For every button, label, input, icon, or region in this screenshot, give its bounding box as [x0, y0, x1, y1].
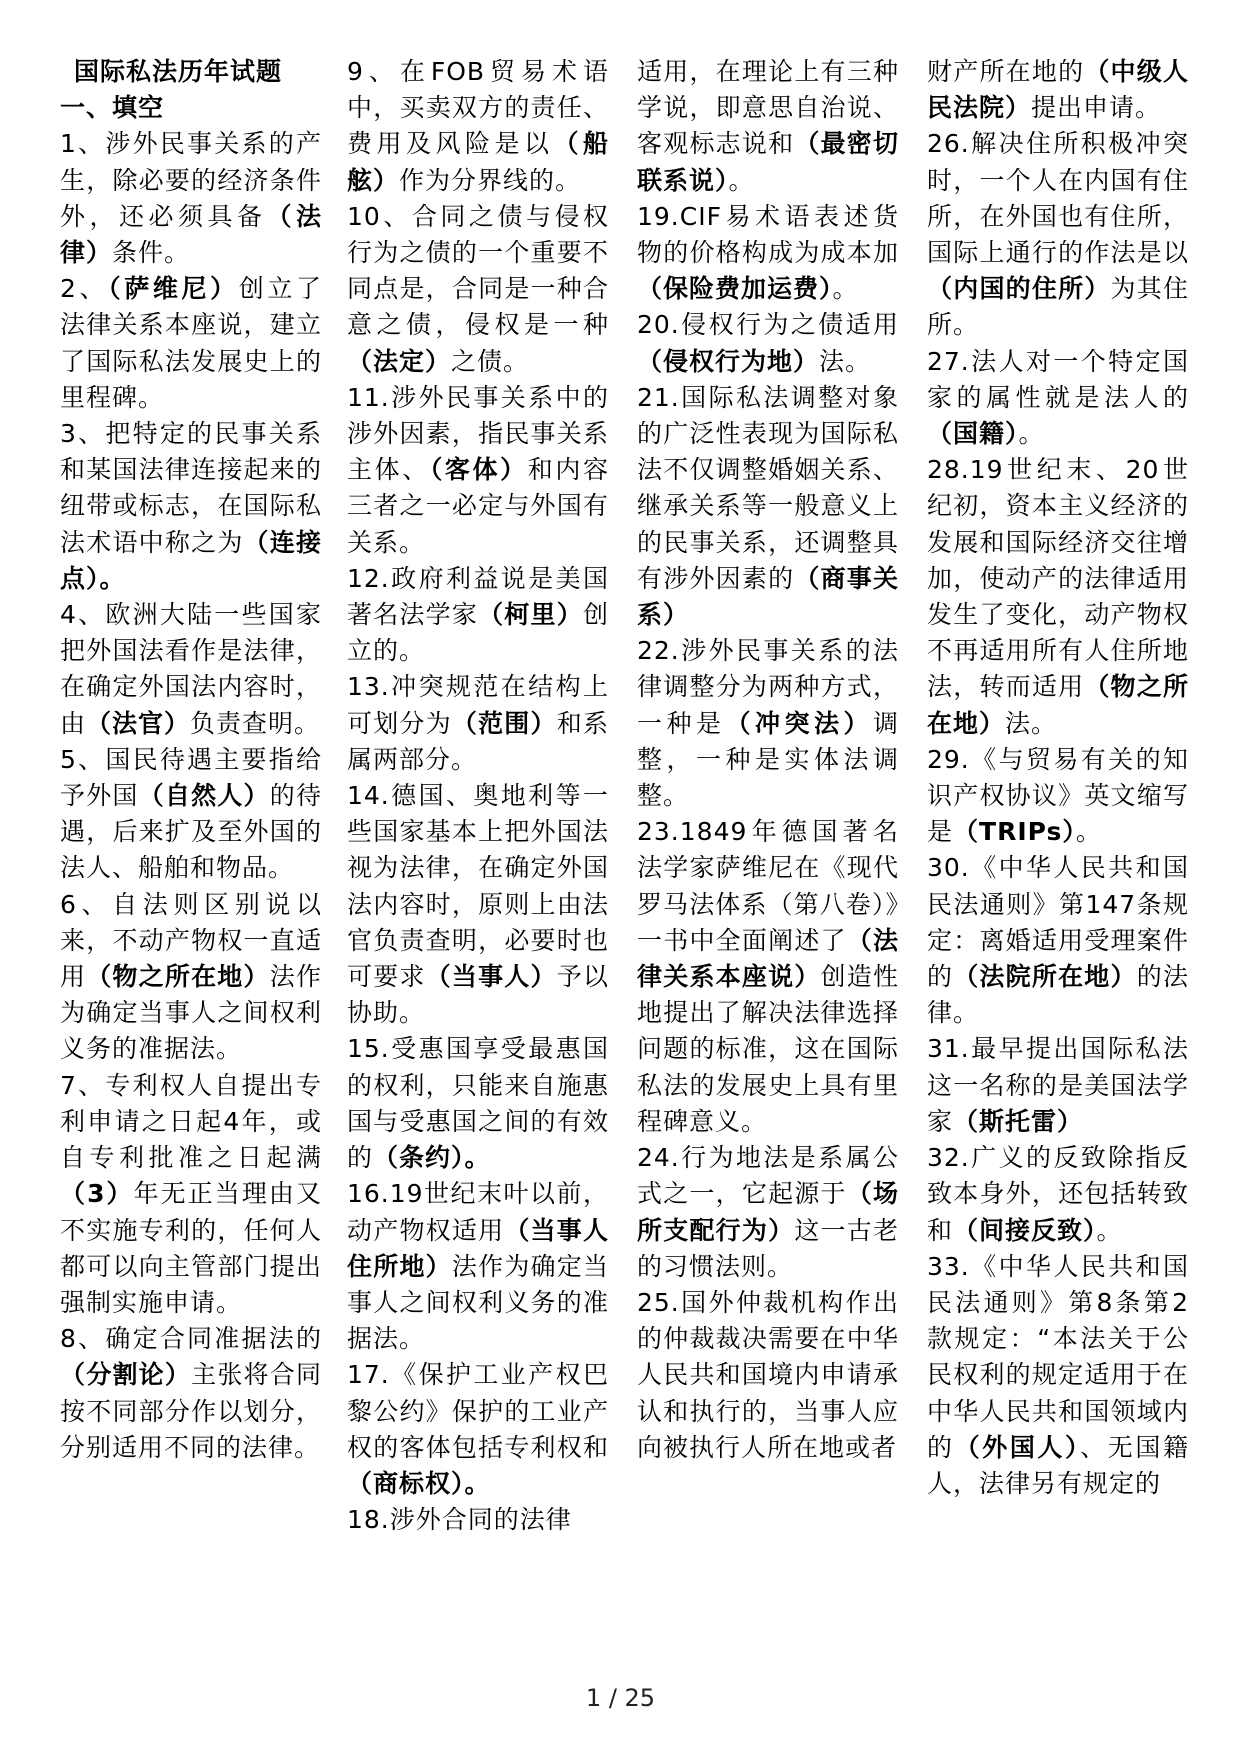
- question-text: 的待遇，后来扩及至外国的法人、船舶和物品。: [60, 781, 322, 883]
- question-text: 12.政府利益说是美国著名法学家: [347, 563, 609, 630]
- question-text: 法。: [819, 346, 872, 376]
- question-item: [347, 54, 609, 199]
- answer-text: （船舷）: [347, 129, 609, 195]
- question-text: 21.国际私法调整对象的广泛性表现为国际私法不仅调整婚姻关系、继承关系等一般意义上的民事关系，还调整具有涉外因素的: [637, 382, 899, 593]
- column-4-questions: [927, 54, 1189, 1502]
- question-text: 。: [1096, 1215, 1123, 1245]
- question-text: 1、涉外民事关系的产生，除必要的经济条件外，还必须具备: [60, 129, 322, 231]
- question-text: 3、把特定的民事关系和某国法律连接起来的纽带或标志，在国际私法术语中称之为: [60, 419, 322, 557]
- question-item: [637, 814, 899, 1140]
- question-text: 18.涉外合同的法律: [347, 1505, 572, 1535]
- question-text: 负责查明。: [190, 708, 321, 738]
- answer-text: （场所支配行为）: [637, 1179, 899, 1245]
- question-item: [927, 1031, 1189, 1140]
- question-text: 10、合同之债与侵权行为之债的一个重要不同点是，合同是一种合意之债，侵权是一种: [347, 201, 609, 340]
- question-text: 。: [728, 165, 755, 195]
- answer-text: （法定）: [347, 346, 452, 376]
- question-item: [60, 742, 322, 887]
- answer-text: （连接点）。: [60, 527, 322, 593]
- question-item: [60, 126, 322, 271]
- answer-text: （物之所在地）: [86, 962, 270, 992]
- question-text: 法作为确定当事人之间权利义务的准据法。: [60, 962, 322, 1064]
- column-2-questions: [347, 54, 609, 1538]
- question-item: [637, 633, 899, 814]
- question-item: [927, 850, 1189, 1031]
- question-item: [60, 597, 322, 742]
- section-heading: 一、填空: [60, 93, 165, 123]
- question-text: 33.《中华人民共和国民法通则》第8条第2款规定：“本法关于公民权利的规定适用于在中华人民共和国领域内的: [927, 1251, 1189, 1462]
- question-text: 24.行为地法是系属公式之一，它起源于: [637, 1143, 899, 1209]
- question-item: [927, 1249, 1189, 1502]
- question-item: [347, 1176, 609, 1357]
- question-text: 27.法人对一个特定国家的属性就是法人的: [927, 346, 1189, 412]
- answer-text: （分割论）: [60, 1360, 192, 1390]
- question-text: 8、确定合同准据法的: [60, 1324, 322, 1354]
- question-text: 条件。: [112, 238, 191, 268]
- answer-text: （条约）。: [373, 1143, 491, 1173]
- question-item: [347, 669, 609, 778]
- answer-text: （3）: [60, 1179, 134, 1209]
- question-item: [60, 1068, 322, 1321]
- answer-text: （外国人）: [954, 1432, 1081, 1462]
- answer-text: （冲突法）: [725, 708, 873, 738]
- question-item: [637, 199, 899, 308]
- question-text: 主张将合同按不同部分作以划分，分别适用不同的法律。: [60, 1360, 322, 1462]
- question-text: 、无国籍人，法律另有规定的: [927, 1432, 1189, 1498]
- question-text: 16.19世纪末叶以前，动产物权适用: [347, 1179, 609, 1245]
- answer-text: （间接反致）: [953, 1215, 1097, 1245]
- answer-text: （斯托雷）: [953, 1106, 1084, 1136]
- question-item: [347, 1502, 609, 1538]
- question-text: 这一古老的习惯法则。: [637, 1215, 899, 1281]
- answer-text: （内国的住所）: [927, 274, 1111, 304]
- question-text: 法。: [1005, 708, 1058, 738]
- question-text: 4、欧洲大陆一些国家把外国法看作是法律，在确定外国法内容时，由: [60, 600, 322, 738]
- answer-text: （国籍）: [927, 419, 1019, 449]
- question-text: 29.《与贸易有关的知识产权协议》英文缩写是: [927, 744, 1189, 847]
- question-text: 。: [1018, 419, 1045, 449]
- question-text: 法作为确定当事人之间权利义务的准据法。: [347, 1251, 609, 1354]
- column-3-questions: [637, 54, 899, 1466]
- question-text: 予以协助。: [347, 962, 609, 1028]
- question-text: 19.CIF易术语表述货物的价格构成为成本加: [637, 201, 899, 268]
- question-text: 为其住所。: [927, 274, 1189, 340]
- question-text: 30.《中华人民共和国民法通则》第147条规定：离婚适用受理案件的: [927, 853, 1189, 992]
- question-text: 创造性地提出了解决法律选择问题的标准，这在国际私法的发展史上具有里程碑意义。: [637, 962, 899, 1136]
- question-item: [60, 1321, 322, 1466]
- question-item: [927, 742, 1189, 851]
- question-item: [60, 887, 322, 1068]
- question-text: 31.最早提出国际私法这一名称的是美国法学家: [927, 1034, 1189, 1136]
- answer-text: （保险费加运费）: [637, 274, 833, 304]
- question-text: 22.涉外民事关系的法律调整分为两种方式，一种是: [637, 636, 899, 738]
- question-text: 和内容三者之一必定与外国有关系。: [347, 455, 609, 557]
- question-item: [347, 1357, 609, 1502]
- answer-text: （商事关系）: [637, 563, 899, 630]
- question-item: [347, 199, 609, 380]
- question-item: [347, 561, 609, 670]
- question-item: [637, 380, 899, 633]
- answer-text: （商标权）。: [347, 1468, 491, 1498]
- question-text: 5、国民待遇主要指给予外国: [60, 744, 322, 811]
- column-1-questions: [60, 126, 322, 1466]
- question-text: 25.国外仲裁机构作出的仲裁裁决需要在中华人民共和国境内申请承认和执行的，当事人应向被执行人所在地或者: [637, 1287, 899, 1462]
- question-text: 9、在FOB贸易术语中，买卖双方的责任、费用及风险是以: [347, 57, 609, 159]
- question-text: 财产所在地的: [927, 57, 1085, 86]
- question-item: [927, 126, 1189, 343]
- answer-text: （自然人）: [138, 781, 270, 811]
- question-text: 2、: [60, 274, 109, 304]
- answer-text: （最密切联系说）: [637, 129, 899, 195]
- column-3: [637, 54, 899, 1466]
- question-text: 20.侵权行为之债适用: [637, 310, 899, 340]
- question-text: 23.1849年德国著名法学家萨维尼在《现代罗马法体系（第八卷）》一书中全面阐述了: [637, 817, 899, 955]
- question-item: [927, 1140, 1189, 1249]
- question-text: 26.解决住所积极冲突时，一个人在内国有住所，在外国也有住所，国际上通行的作法是以: [927, 129, 1189, 268]
- question-item: [637, 54, 899, 199]
- question-item: [60, 271, 322, 416]
- question-item: [637, 1285, 899, 1466]
- question-text: 。: [832, 274, 859, 304]
- question-text: 13.冲突规范在结构上可划分为: [347, 672, 609, 738]
- answer-text: （柯里）: [478, 600, 583, 630]
- question-item: [927, 54, 1189, 126]
- answer-text: （法律）: [60, 201, 322, 268]
- answer-text: （当事人）: [425, 962, 557, 992]
- answer-text: （侵权行为地）: [637, 346, 820, 376]
- document-title: 国际私法历年试题: [74, 57, 283, 86]
- answer-text: （法官）: [86, 708, 191, 738]
- question-text: 的法律。: [927, 962, 1189, 1028]
- question-text: 。: [1075, 817, 1102, 847]
- question-text: 6、自法则区别说以来，不动产物权一直适用: [60, 889, 322, 992]
- question-text: 提出申请。: [1031, 93, 1162, 123]
- question-text: 17.《保护工业产权巴黎公约》保护的工业产权的客体包括专利权和: [347, 1360, 609, 1462]
- question-text: 创立的。: [347, 600, 609, 666]
- question-text: 15.受惠国享受最惠国的权利，只能来自施惠国与受惠国之间的有效的: [347, 1034, 609, 1173]
- answer-text: （萨维尼）: [108, 274, 239, 304]
- question-item: [347, 778, 609, 1031]
- answer-text: （范围）: [451, 708, 557, 738]
- answer-text: （物之所在地）: [927, 672, 1189, 738]
- answer-text: （法院所在地）: [953, 962, 1137, 992]
- question-item: [60, 416, 322, 597]
- question-item: [347, 380, 609, 561]
- question-text: 创立了法律关系本座说，建立了国际私法发展史上的里程碑。: [60, 274, 322, 412]
- answer-text: （中级人民法院）: [927, 57, 1189, 123]
- question-item: [347, 1031, 609, 1176]
- answer-text: （客体）: [429, 455, 528, 485]
- column-1: [60, 54, 322, 1466]
- question-item: [637, 1140, 899, 1285]
- question-item: [927, 344, 1189, 453]
- question-text: 32.广义的反致除指反致本身外，还包括转致和: [927, 1143, 1189, 1245]
- answer-text: （TRIPs）: [953, 817, 1076, 847]
- column-4: [927, 54, 1189, 1502]
- question-text: 11.涉外民事关系中的涉外因素，指民事关系主体、: [347, 382, 609, 485]
- question-text: 14.德国、奥地利等一些国家基本上把外国法视为法律，在确定外国法内容时，原则上由法官负责查明，必要时也可要求: [347, 781, 609, 992]
- question-text: 之债。: [451, 346, 530, 376]
- answer-text: （当事人住所地）: [347, 1215, 609, 1281]
- question-text: 年无正当理由又不实施专利的，任何人都可以向主管部门提出强制实施申请。: [60, 1179, 322, 1317]
- question-item: [637, 307, 899, 379]
- question-text: 和系属两部分。: [347, 708, 609, 774]
- question-text: 作为分界线的。: [399, 165, 582, 195]
- question-text: 7、专利权人自提出专利申请之日起4年，或自专利批准之日起满: [60, 1070, 322, 1173]
- question-text: 适用，在理论上有三种学说，即意思自治说、客观标志说和: [637, 57, 899, 159]
- answer-text: （法律关系本座说）: [637, 925, 899, 992]
- question-text: 调整，一种是实体法调整。: [637, 708, 899, 811]
- page-number: 1 / 25: [585, 1684, 656, 1712]
- column-2: [347, 54, 609, 1538]
- question-item: [927, 452, 1189, 742]
- question-text: 28.19世纪末、20世纪初，资本主义经济的发展和国际经济交往增加，使动产的法律适用发生了变化，动产物权不再适用所有人住所地法，转而适用: [927, 455, 1189, 702]
